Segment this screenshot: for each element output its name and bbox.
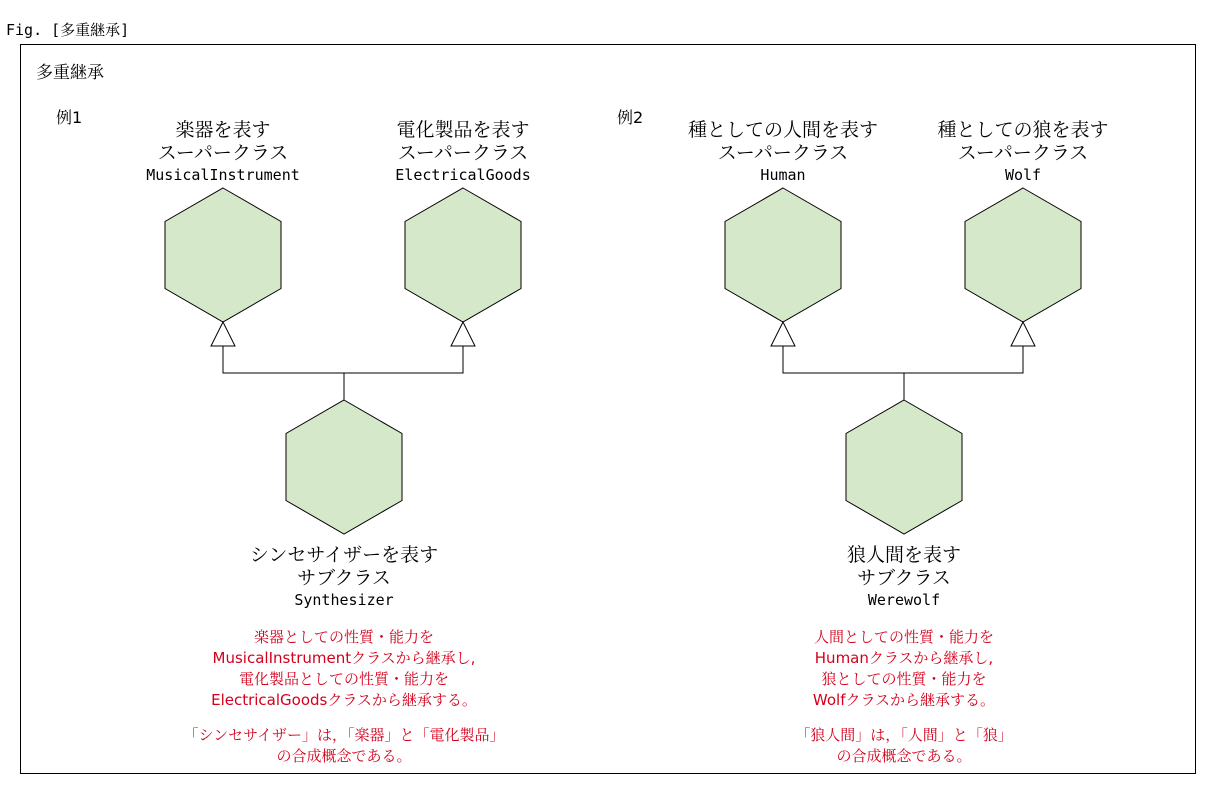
subclass-synthesizer-hexagon — [286, 400, 402, 534]
generalization-arrowhead — [211, 322, 235, 346]
class-kind: スーパークラス — [157, 142, 289, 164]
class-name: ElectricalGoods — [395, 166, 531, 184]
summary-line: の合成概念である。 — [836, 747, 972, 765]
class-description: 電化製品を表す — [396, 119, 530, 141]
class-name: Wolf — [1004, 166, 1042, 184]
class-kind: スーパークラス — [397, 142, 529, 164]
generalization-arrowhead — [1011, 322, 1035, 346]
class-name: Human — [760, 166, 806, 184]
figure-caption: Fig. [多重継承] — [6, 21, 130, 39]
summary-line: の合成概念である。 — [276, 747, 412, 765]
frame-title: 多重継承 — [36, 63, 104, 83]
summary-line: 「シンセサイザー」は，「楽器」と「電化製品」 — [183, 726, 505, 744]
superclass-electrical-goods-hexagon — [405, 188, 521, 322]
superclass-musical-instrument-hexagon — [165, 188, 281, 322]
class-name: Synthesizer — [294, 591, 394, 609]
note-line: Humanクラスから継承し, — [814, 649, 994, 667]
superclass-wolf-hexagon — [965, 188, 1081, 322]
generalization-arrowhead — [451, 322, 475, 346]
note-line: Wolfクラスから継承する。 — [812, 691, 996, 709]
class-description: 狼人間を表す — [846, 544, 961, 566]
note-line: MusicalInstrumentクラスから継承し, — [212, 649, 476, 667]
example-2-label: 例2 — [617, 108, 644, 127]
class-description: シンセサイザーを表す — [249, 544, 439, 566]
summary-line: 「狼人間」は，「人間」と「狼」 — [795, 726, 1013, 744]
generalization-arrowhead — [771, 322, 795, 346]
class-description: 楽器を表す — [175, 119, 271, 141]
class-name: Werewolf — [867, 591, 941, 609]
inheritance-connector — [783, 346, 1023, 373]
class-description: 種としての狼を表す — [937, 119, 1109, 141]
class-description: 種としての人間を表す — [687, 119, 878, 141]
class-kind: サブクラス — [857, 567, 951, 589]
superclass-human-hexagon — [725, 188, 841, 322]
example-1-label: 例1 — [56, 108, 83, 127]
class-kind: サブクラス — [297, 567, 391, 589]
note-line: ElectricalGoodsクラスから継承する。 — [211, 691, 477, 709]
note-line: 電化製品としての性質・能力を — [238, 670, 449, 688]
subclass-werewolf-hexagon — [846, 400, 962, 534]
note-line: 楽器としての性質・能力を — [253, 628, 434, 646]
inheritance-connector — [223, 346, 463, 373]
class-name: MusicalInstrument — [146, 166, 300, 184]
note-line: 狼としての性質・能力を — [821, 670, 987, 688]
note-line: 人間としての性質・能力を — [813, 628, 994, 646]
class-kind: スーパークラス — [957, 142, 1089, 164]
class-kind: スーパークラス — [717, 142, 849, 164]
